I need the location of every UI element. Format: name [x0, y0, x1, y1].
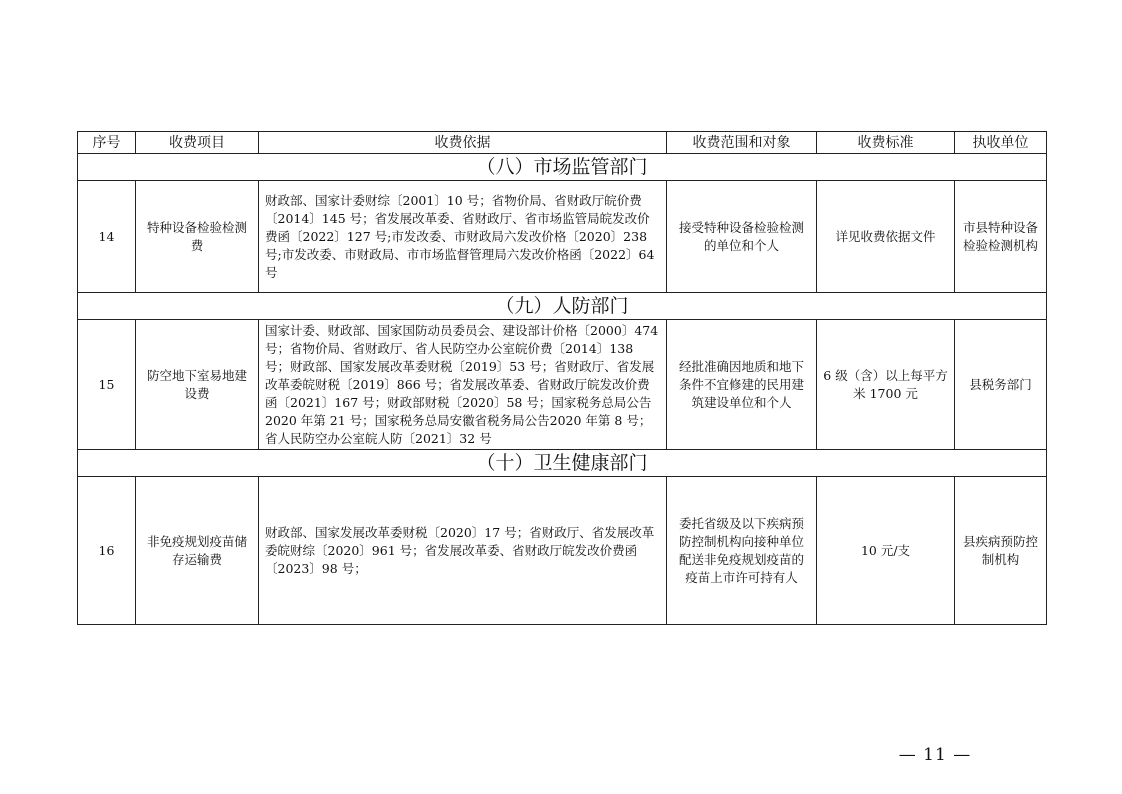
section-title: （九）人防部门 — [78, 293, 1047, 320]
row-basis: 财政部、国家计委财综〔2001〕10 号；省物价局、省财政厅皖价费〔2014〕145 号；省发展改革委、省财政厅、省市场监管局皖发改价费函〔2022〕127 号;市发改委、市财政局六发改价格〔2020〕238 号;市发改委、市财政局、市市场监督管理局六发改价格函〔2022〕64 号 — [259, 181, 667, 293]
fee-table — [77, 131, 1047, 625]
row-scope: 经批准确因地质和地下条件不宜修建的民用建筑建设单位和个人 — [667, 320, 817, 450]
row-basis: 财政部、国家发展改革委财税〔2020〕17 号；省财政厅、省发展改革委皖财综〔2020〕961 号；省发展改革委、省财政厅皖发改价费函〔2023〕98 号； — [259, 477, 667, 625]
header-scope: 收费范围和对象 — [667, 132, 817, 154]
header-unit: 执收单位 — [955, 132, 1047, 154]
row-no: 15 — [78, 320, 136, 450]
section-row — [78, 293, 1047, 320]
page-number: — 11 — — [898, 745, 972, 765]
row-no: 16 — [78, 477, 136, 625]
row-item: 防空地下室易地建设费 — [136, 320, 259, 450]
row-basis: 国家计委、财政部、国家国防动员委员会、建设部计价格〔2000〕474 号；省物价局、省财政厅、省人民防空办公室皖价费〔2014〕138 号；财政部、国家发展改革委财税〔2019〕53 号；省财政厅、省发展改革委皖财税〔2019〕866 号；省发展改革委、省财政厅皖发改价费函〔2021〕167 号；财政部财税〔2020〕58 号；国家税务总局公告 2020 年第 21 号；国家税务总局安徽省税务局公告2020 年第 8 号；省人民防空办公室皖人防〔2021〕32 号 — [259, 320, 667, 450]
row-item: 非免疫规划疫苗储存运输费 — [136, 477, 259, 625]
row-item: 特种设备检验检测费 — [136, 181, 259, 293]
header-basis: 收费依据 — [259, 132, 667, 154]
row-scope: 接受特种设备检验检测的单位和个人 — [667, 181, 817, 293]
row-no: 14 — [78, 181, 136, 293]
row-scope: 委托省级及以下疾病预防控制机构向接种单位配送非免疫规划疫苗的疫苗上市许可持有人 — [667, 477, 817, 625]
header-row — [78, 132, 1047, 154]
row-unit: 市县特种设备检验检测机构 — [955, 181, 1047, 293]
table-row — [78, 320, 1047, 450]
table-row — [78, 181, 1047, 293]
section-row — [78, 154, 1047, 181]
table-row — [78, 477, 1047, 625]
header-item: 收费项目 — [136, 132, 259, 154]
header-standard: 收费标准 — [817, 132, 955, 154]
row-standard: 10 元/支 — [817, 477, 955, 625]
section-row — [78, 450, 1047, 477]
row-standard: 6 级（含）以上每平方米 1700 元 — [817, 320, 955, 450]
section-title: （八）市场监管部门 — [78, 154, 1047, 181]
row-unit: 县疾病预防控制机构 — [955, 477, 1047, 625]
header-no: 序号 — [78, 132, 136, 154]
row-unit: 县税务部门 — [955, 320, 1047, 450]
row-standard: 详见收费依据文件 — [817, 181, 955, 293]
section-title: （十）卫生健康部门 — [78, 450, 1047, 477]
